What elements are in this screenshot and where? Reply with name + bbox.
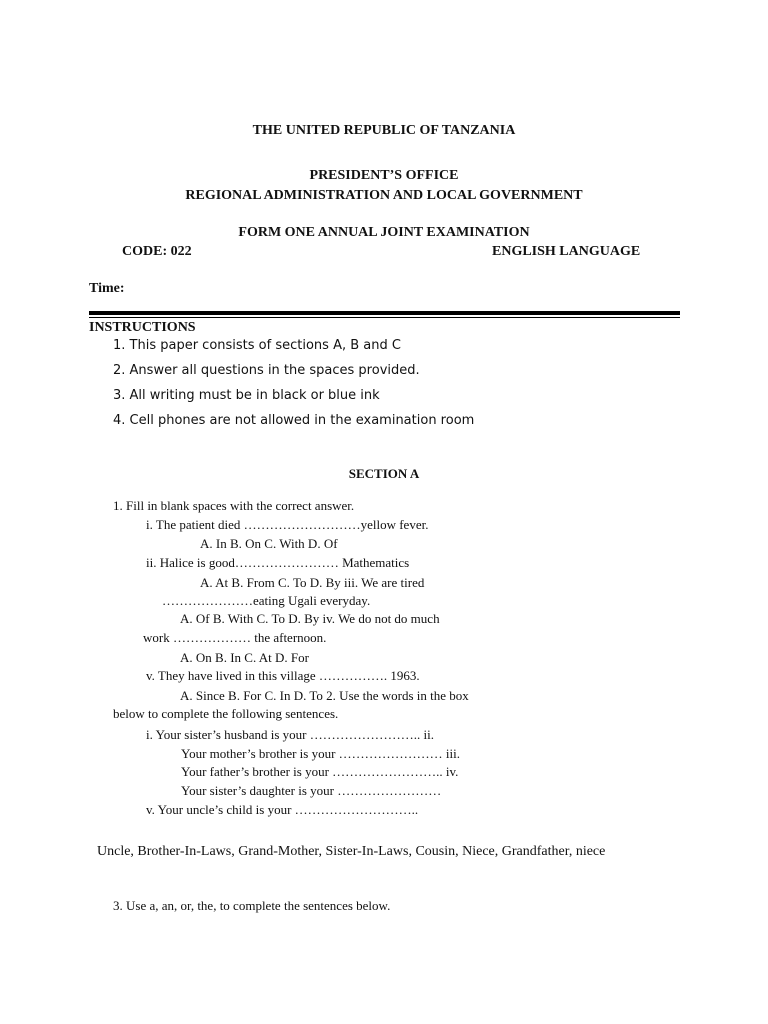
exam-code: CODE: 022 (122, 244, 192, 259)
time-label: Time: (89, 281, 125, 296)
instruction-item: 2. Answer all questions in the spaces provided. (113, 363, 420, 378)
question-line: Your father’s brother is your …………………….. iv. (181, 764, 459, 779)
instruction-item: 4. Cell phones are not allowed in the examination room (113, 413, 475, 428)
question-2-prompt: below to complete the following sentences. (113, 706, 339, 721)
question-line: Your sister’s daughter is your …………………… (181, 783, 442, 798)
question-options: A. Since B. For C. In D. To 2. Use the words in the box (180, 688, 469, 703)
question-line: i. Your sister’s husband is your …………………….. ii. (146, 727, 434, 742)
question-line: Your mother’s brother is your …………………… iii. (181, 746, 461, 761)
question-line: v. Your uncle’s child is your ……………………….. (146, 802, 419, 817)
instruction-item: 1. This paper consists of sections A, B and C (113, 338, 401, 353)
exam-title: FORM ONE ANNUAL JOINT EXAMINATION (238, 225, 530, 240)
question-line: v. They have lived in this village ……………. 1963. (146, 668, 420, 683)
question-line: ii. Halice is good…………………… Mathematics (146, 555, 410, 570)
question-options: A. In B. On C. With D. Of (200, 536, 338, 551)
header-divider-thin (89, 317, 680, 318)
republic-title: THE UNITED REPUBLIC OF TANZANIA (252, 123, 516, 138)
instructions-heading: INSTRUCTIONS (89, 320, 196, 335)
header-divider-thick (89, 311, 680, 315)
question-options: A. At B. From C. To D. By iii. We are tired (200, 575, 425, 590)
office-title: PRESIDENT’S OFFICE (309, 168, 459, 183)
question-options: A. Of B. With C. To D. By iv. We do not do much (180, 611, 440, 626)
question-options: A. On B. In C. At D. For (180, 650, 309, 665)
question-line: i. The patient died ………………………yellow fever. (146, 517, 429, 532)
question-3-prompt: 3. Use a, an, or, the, to complete the sentences below. (113, 898, 391, 913)
ministry-title: REGIONAL ADMINISTRATION AND LOCAL GOVERNMENT (185, 188, 583, 203)
question-line: …………………eating Ugali everyday. (162, 593, 371, 608)
word-box: Uncle, Brother-In-Laws, Grand-Mother, Sister-In-Laws, Cousin, Niece, Grandfather, niece (97, 844, 606, 859)
instruction-item: 3. All writing must be in black or blue ink (113, 388, 380, 403)
section-a-title: SECTION A (348, 466, 420, 481)
exam-subject: ENGLISH LANGUAGE (492, 244, 641, 259)
question-1-prompt: 1. Fill in blank spaces with the correct answer. (113, 498, 355, 513)
question-line: work ……………… the afternoon. (143, 630, 327, 645)
